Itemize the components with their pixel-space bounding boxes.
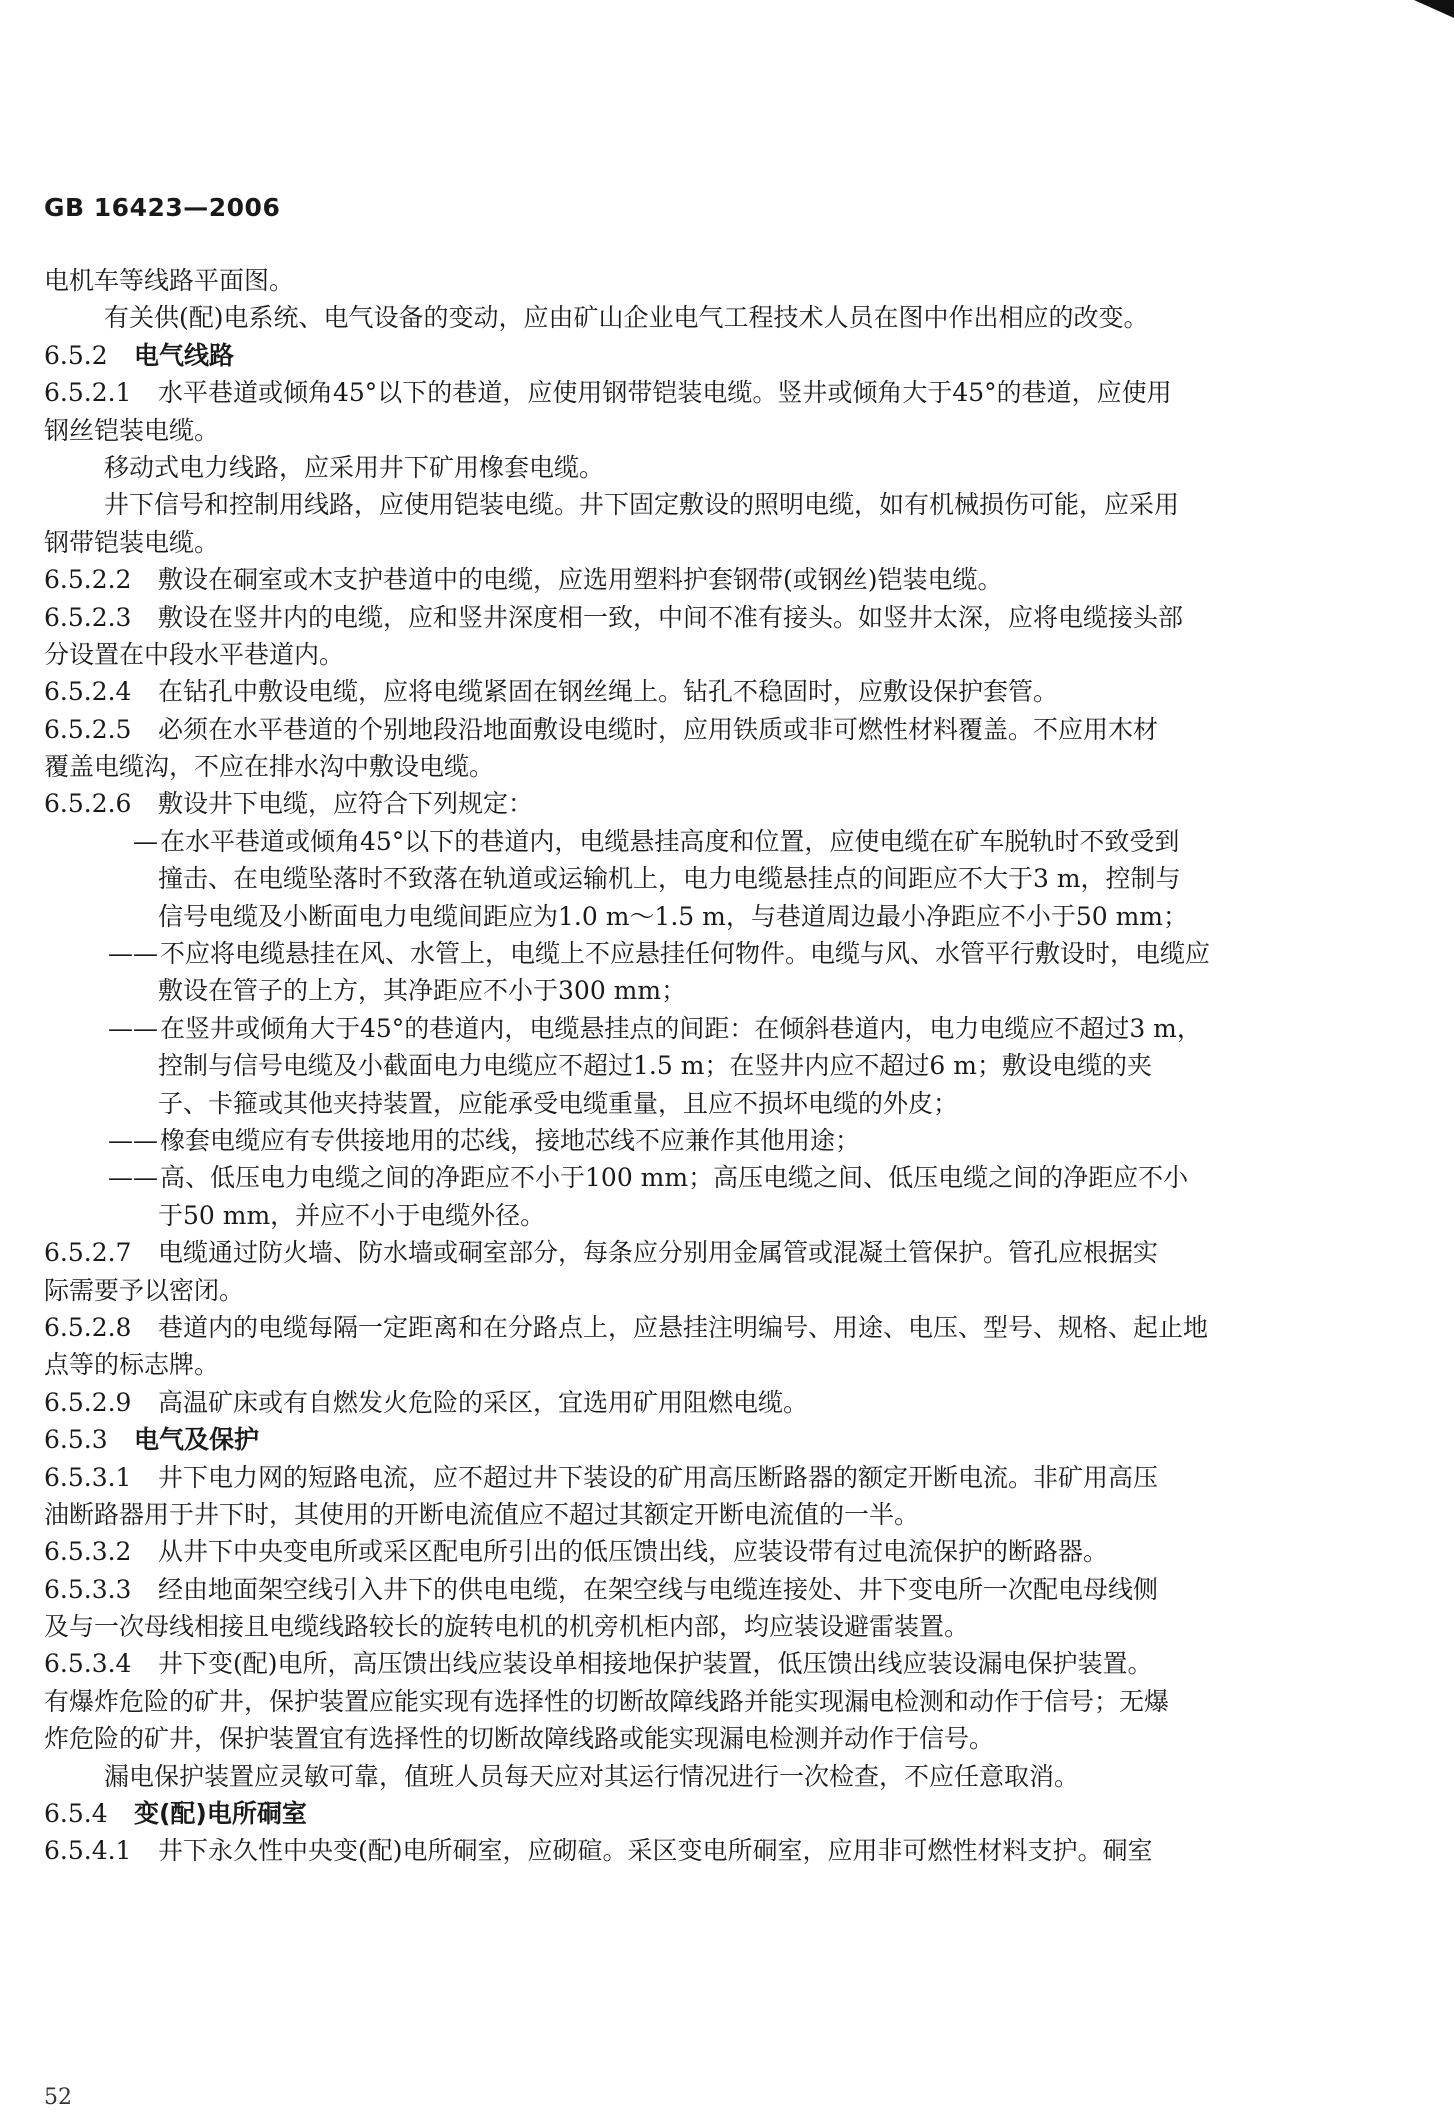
list-item xyxy=(44,1122,1294,1159)
clause-number: 6.5.3.1 xyxy=(44,1462,132,1492)
clause-text: 在钻孔中敷设电缆，应将电缆紧固在钢丝绳上。钻孔不稳固时，应敷设保护套管。 xyxy=(158,677,1059,707)
clause-number: 6.5.3.3 xyxy=(44,1574,132,1604)
list-item-text: 不应将电缆悬挂在风、水管上，电缆上不应悬挂任何物件。电缆与风、水管平行敷设时，电缆应 xyxy=(160,939,1211,969)
section-number: 6.5.4 xyxy=(44,1799,108,1829)
list-item xyxy=(44,935,1294,972)
text-line: 撞击、在电缆坠落时不致落在轨道或运输机上，电力电缆悬挂点的间距应不大于3 m，控制与 xyxy=(158,864,1181,894)
text-line: 炸危险的矿井，保护装置宜有选择性的切断故障线路或能实现漏电检测并动作于信号。 xyxy=(44,1724,995,1754)
text-line: 覆盖电缆沟，不应在排水沟中敷设电缆。 xyxy=(44,752,495,782)
clause-text: 敷设在硐室或木支护巷道中的电缆，应选用塑料护套钢带(或钢丝)铠装电缆。 xyxy=(158,565,1003,595)
list-item-text: 橡套电缆应有专供接地用的芯线，接地芯线不应兼作其他用途； xyxy=(160,1125,861,1155)
clause-text: 必须在水平巷道的个别地段沿地面敷设电缆时，应用铁质或非可燃性材料覆盖。不应用木材 xyxy=(158,714,1159,744)
text-line: 油断路器用于井下时，其使用的开断电流值应不超过其额定开断电流值的一半。 xyxy=(44,1499,920,1529)
clause-line xyxy=(44,374,1294,411)
text-line: 分设置在中段水平巷道内。 xyxy=(44,639,345,669)
list-dash: —— xyxy=(108,939,158,969)
list-item-text: 在竖井或倾角大于45°的巷道内，电缆悬挂点的间距：在倾斜巷道内，电力电缆应不超过3 m， xyxy=(160,1013,1202,1043)
clause-line xyxy=(44,1309,1294,1346)
clause-line xyxy=(44,1571,1294,1608)
text-line: 控制与信号电缆及小截面电力电缆应不超过1.5 m；在竖井内应不超过6 m；敷设电缆的夹 xyxy=(158,1051,1152,1081)
text-line: 漏电保护装置应灵敏可靠，值班人员每天应对其运行情况进行一次检查，不应任意取消。 xyxy=(104,1761,1080,1791)
text-line: 信号电缆及小断面电力电缆间距应为1.0 m～1.5 m，与巷道周边最小净距应不小于50 mm； xyxy=(158,901,1188,931)
clause-number: 6.5.2.8 xyxy=(44,1312,132,1342)
clause-text: 电缆通过防火墙、防水墙或硐室部分，每条应分别用金属管或混凝土管保护。管孔应根据实 xyxy=(158,1238,1159,1268)
text-line: 有关供(配)电系统、电气设备的变动，应由矿山企业电气工程技术人员在图中作出相应的改变。 xyxy=(104,303,1149,333)
list-item-text: 高、低压电力电缆之间的净距应不小于100 mm；高压电缆之间、低压电缆之间的净距应不小 xyxy=(160,1163,1189,1193)
clause-text: 高温矿床或有自燃发火危险的采区，宜选用矿用阻燃电缆。 xyxy=(158,1387,809,1417)
clause-line xyxy=(44,1459,1294,1496)
text-line: 有爆炸危险的矿井，保护装置应能实现有选择性的切断故障线路并能实现漏电检测和动作于信号；无爆 xyxy=(44,1686,1170,1716)
clause-number: 6.5.4.1 xyxy=(44,1836,132,1866)
clause-line xyxy=(44,1384,1294,1421)
section-number: 6.5.3 xyxy=(44,1425,108,1455)
clause-number: 6.5.3.2 xyxy=(44,1537,132,1567)
list-item xyxy=(44,1010,1294,1047)
clause-text: 敷设井下电缆，应符合下列规定： xyxy=(158,789,534,819)
clause-line xyxy=(44,1533,1294,1570)
list-item xyxy=(44,1159,1294,1196)
body-text xyxy=(44,262,1294,1870)
clause-number: 6.5.2.4 xyxy=(44,677,132,707)
section-heading xyxy=(44,337,1294,374)
clause-text: 水平巷道或倾角45°以下的巷道，应使用钢带铠装电缆。竖井或倾角大于45°的巷道，应使用 xyxy=(158,378,1172,408)
clause-line xyxy=(44,711,1294,748)
text-line: 钢带铠装电缆。 xyxy=(44,527,220,557)
clause-line xyxy=(44,1832,1294,1869)
page-number: 52 xyxy=(44,2085,72,2110)
scan-corner-mark xyxy=(1414,0,1454,18)
standard-code-header: GB 16423—2006 xyxy=(44,193,281,222)
clause-line xyxy=(44,673,1294,710)
clause-number: 6.5.2.2 xyxy=(44,565,132,595)
text-line: 井下信号和控制用线路，应使用铠装电缆。井下固定敷设的照明电缆，如有机械损伤可能，应采用 xyxy=(104,490,1180,520)
clause-line xyxy=(44,599,1294,636)
list-dash: —— xyxy=(108,1163,158,1193)
clause-line xyxy=(44,1645,1294,1682)
text-line: 子、卡箍或其他夹持装置，应能承受电缆重量，且应不损坏电缆的外皮； xyxy=(158,1088,959,1118)
text-line: 际需要予以密闭。 xyxy=(44,1275,245,1305)
clause-text: 井下永久性中央变(配)电所硐室，应砌碹。采区变电所硐室，应用非可燃性材料支护。硐室 xyxy=(158,1836,1153,1866)
text-line: 移动式电力线路，应采用井下矿用橡套电缆。 xyxy=(104,452,605,482)
text-line: 及与一次母线相接且电缆线路较长的旋转电机的机旁机柜内部，均应装设避雷装置。 xyxy=(44,1612,970,1642)
clause-number: 6.5.2.9 xyxy=(44,1387,132,1417)
clause-number: 6.5.2.3 xyxy=(44,602,132,632)
section-title: 电气线路 xyxy=(134,340,235,370)
clause-line xyxy=(44,561,1294,598)
section-heading xyxy=(44,1421,1294,1458)
clause-line xyxy=(44,1234,1294,1271)
list-dash: —— xyxy=(108,1125,158,1155)
clause-number: 6.5.2.7 xyxy=(44,1238,132,1268)
text-line: 电机车等线路平面图。 xyxy=(44,266,295,295)
clause-number: 6.5.2.5 xyxy=(44,714,132,744)
list-item-text: 在水平巷道或倾角45°以下的巷道内，电缆悬挂高度和位置，应使电缆在矿车脱轨时不致受到 xyxy=(160,826,1180,856)
section-title: 变(配)电所硐室 xyxy=(134,1799,307,1829)
clause-text: 井下变(配)电所，高压馈出线应装设单相接地保护装置，低压馈出线应装设漏电保护装置。 xyxy=(158,1649,1153,1679)
clause-text: 巷道内的电缆每隔一定距离和在分路点上，应悬挂注明编号、用途、电压、型号、规格、起止地 xyxy=(158,1312,1209,1342)
clause-text: 经由地面架空线引入井下的供电电缆，在架空线与电缆连接处、井下变电所一次配电母线侧 xyxy=(158,1574,1159,1604)
clause-text: 井下电力网的短路电流，应不超过井下装设的矿用高压断路器的额定开断电流。非矿用高压 xyxy=(158,1462,1159,1492)
list-dash: — xyxy=(133,826,158,856)
text-line: 敷设在管子的上方，其净距应不小于300 mm； xyxy=(158,976,687,1006)
section-heading xyxy=(44,1795,1294,1832)
clause-line xyxy=(44,785,1294,822)
list-item xyxy=(44,823,1294,860)
clause-text: 敷设在竖井内的电缆，应和竖井深度相一致，中间不准有接头。如竖井太深，应将电缆接头部 xyxy=(158,602,1184,632)
text-line: 钢丝铠装电缆。 xyxy=(44,415,220,445)
clause-text: 从井下中央变电所或采区配电所引出的低压馈出线，应装设带有过电流保护的断路器。 xyxy=(158,1537,1109,1567)
text-line: 点等的标志牌。 xyxy=(44,1350,220,1380)
list-dash: —— xyxy=(108,1013,158,1043)
clause-number: 6.5.2.1 xyxy=(44,378,132,408)
section-title: 电气及保护 xyxy=(134,1425,260,1455)
clause-number: 6.5.2.6 xyxy=(44,789,132,819)
section-number: 6.5.2 xyxy=(44,340,108,370)
text-line: 于50 mm，并应不小于电缆外径。 xyxy=(158,1200,546,1230)
clause-number: 6.5.3.4 xyxy=(44,1649,132,1679)
